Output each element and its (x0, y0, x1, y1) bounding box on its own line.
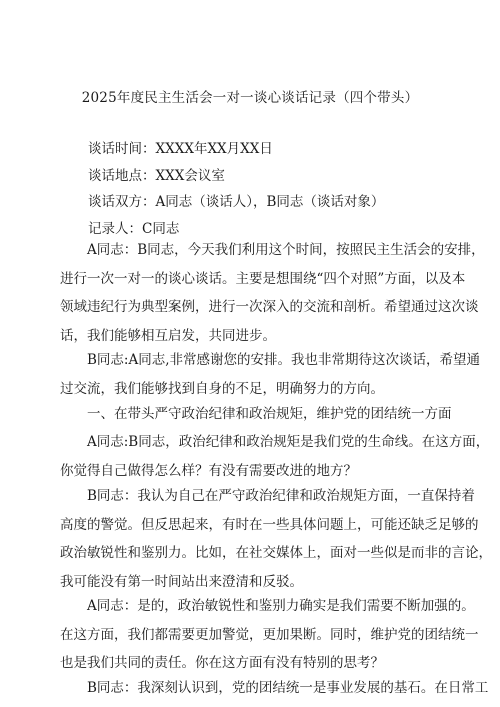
paragraph-line: 过交流，我们能够找到自身的不足，明确努力的方向。 (60, 380, 384, 397)
paragraph-line: 进行一次一对一的谈心谈话。主要是想围绕“四个对照”方面，以及本 (60, 270, 466, 287)
paragraph-question-2 (60, 592, 479, 678)
meta-place: 谈话地点：XXX会议室 (88, 168, 225, 184)
paragraph-response-3 (60, 674, 489, 703)
paragraph-line: 你觉得自己做得怎么样？有没有需要改进的地方？ (60, 462, 357, 479)
paragraph-opening (60, 236, 485, 350)
paragraph-line: B同志：我认为自己在严守政治纪律和政治规矩方面，一直保持着 (87, 488, 475, 504)
meta-time: 谈话时间：XXXX年XX月XX日 (88, 141, 273, 157)
paragraph-line: 高度的警觉。但反思起来，有时在一些具体问题上，可能还缺乏足够的 (60, 516, 479, 533)
paragraph-response-1 (60, 346, 481, 403)
paragraph-line: A同志:B同志，政治纪律和政治规矩是我们党的生命线。在这方面， (87, 434, 490, 450)
paragraph-line: B同志:A同志,非常感谢您的安排。我也非常期待这次谈话，希望通 (87, 352, 481, 368)
paragraph-line: B同志：我深刻认识到，党的团结统一是事业发展的基石。在日常工 (87, 680, 489, 696)
paragraph-question-1 (60, 428, 490, 485)
paragraph-line: A同志：是的，政治敏锐性和鉴别力确实是我们需要不断加强的。 (87, 598, 475, 614)
paragraph-line: 我可能没有第一时间站出来澄清和反驳。 (60, 573, 303, 590)
meta-recorder: 记录人：C同志 (88, 221, 180, 237)
paragraph-line: 话，我们能够相互启发，共同进步。 (60, 327, 276, 344)
paragraph-line: 也是我们共同的责任。你在这方面有没有特别的思考？ (60, 655, 384, 671)
section-heading-text: 一、在带头严守政治纪律和政治规矩，维护党的团结统一方面 (87, 406, 452, 422)
paragraph-line: 领域违纪行为典型案例，进行一次深入的交流和剖析。希望通过这次谈 (60, 299, 479, 315)
meta-parties: 谈话双方：A同志（谈话人），B同志（谈话对象） (88, 194, 385, 210)
paragraph-line: A同志：B同志，今天我们利用这个时间，按照民主生活会的安排， (87, 242, 485, 258)
paragraph-response-2 (60, 482, 492, 596)
document-title: 2025年度民主生活会一对一谈心谈话记录（四个带头） (81, 90, 419, 106)
paragraph-line: 在这方面，我们都需要更加警觉，更加果断。同时，维护党的团结统一 (60, 626, 479, 643)
section-heading-1 (60, 400, 460, 429)
paragraph-line: 政治敏锐性和鉴别力。比如，在社交媒体上，面对一些似是而非的言论， (60, 545, 492, 561)
